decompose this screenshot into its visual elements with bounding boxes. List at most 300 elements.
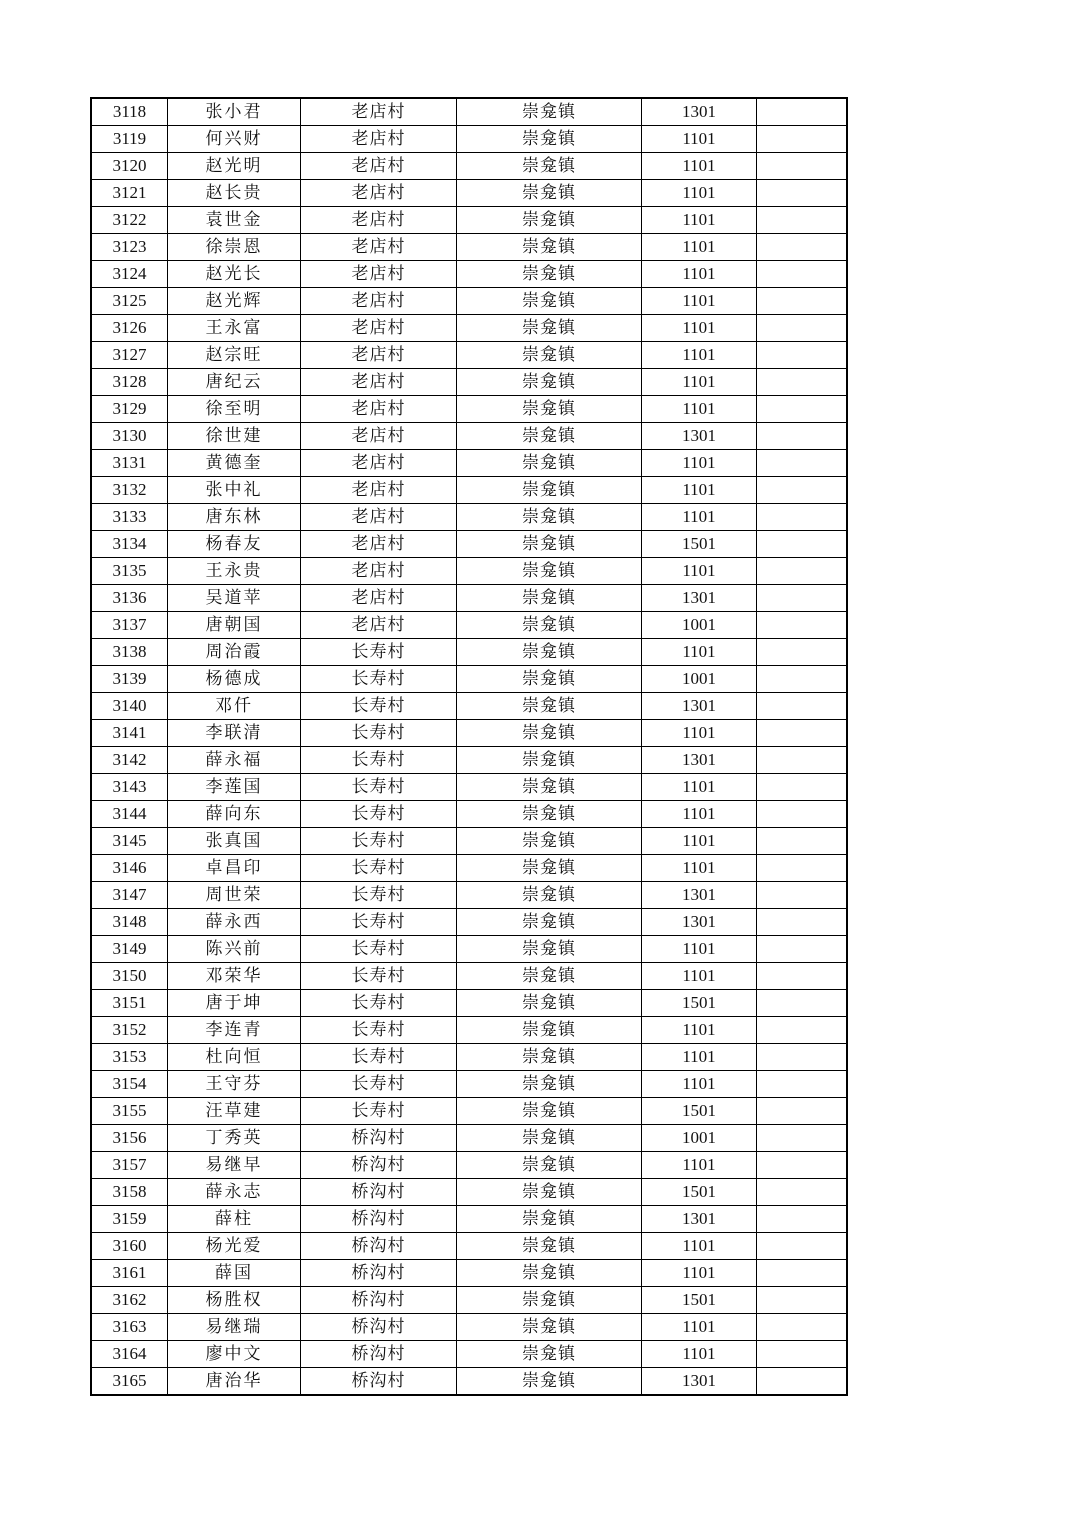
note-cell: [757, 612, 848, 639]
name-cell: 陈兴前: [168, 936, 301, 963]
table-row: [91, 909, 847, 936]
note-cell: [757, 315, 848, 342]
row-number-cell: 3161: [91, 1260, 168, 1287]
table-row: [91, 261, 847, 288]
code-cell: 1101: [642, 1260, 757, 1287]
village-cell: 老店村: [301, 261, 457, 288]
town-cell: 崇龛镇: [457, 1044, 642, 1071]
row-number-cell: 3121: [91, 180, 168, 207]
table-row: [91, 180, 847, 207]
village-cell: 长寿村: [301, 936, 457, 963]
name-cell: 黄德奎: [168, 450, 301, 477]
name-cell: 薛永福: [168, 747, 301, 774]
village-cell: 桥沟村: [301, 1341, 457, 1368]
note-cell: [757, 1260, 848, 1287]
name-cell: 赵光辉: [168, 288, 301, 315]
note-cell: [757, 288, 848, 315]
code-cell: 1101: [642, 504, 757, 531]
note-cell: [757, 180, 848, 207]
village-cell: 老店村: [301, 612, 457, 639]
code-cell: 1101: [642, 369, 757, 396]
table-row: [91, 963, 847, 990]
code-cell: 1101: [642, 1044, 757, 1071]
row-number-cell: 3150: [91, 963, 168, 990]
note-cell: [757, 504, 848, 531]
code-cell: 1501: [642, 1098, 757, 1125]
village-cell: 长寿村: [301, 1044, 457, 1071]
town-cell: 崇龛镇: [457, 450, 642, 477]
name-cell: 卓昌印: [168, 855, 301, 882]
table-row: [91, 396, 847, 423]
village-cell: 桥沟村: [301, 1206, 457, 1233]
name-cell: 赵宗旺: [168, 342, 301, 369]
village-cell: 老店村: [301, 396, 457, 423]
name-cell: 薛国: [168, 1260, 301, 1287]
name-cell: 赵长贵: [168, 180, 301, 207]
row-number-cell: 3159: [91, 1206, 168, 1233]
code-cell: 1501: [642, 990, 757, 1017]
code-cell: 1101: [642, 477, 757, 504]
table-row: [91, 126, 847, 153]
name-cell: 唐纪云: [168, 369, 301, 396]
table-row: [91, 153, 847, 180]
code-cell: 1101: [642, 720, 757, 747]
row-number-cell: 3155: [91, 1098, 168, 1125]
row-number-cell: 3136: [91, 585, 168, 612]
row-number-cell: 3153: [91, 1044, 168, 1071]
note-cell: [757, 396, 848, 423]
document-sheet: [90, 97, 848, 1396]
name-cell: 吴道苹: [168, 585, 301, 612]
note-cell: [757, 207, 848, 234]
code-cell: 1101: [642, 1314, 757, 1341]
note-cell: [757, 1098, 848, 1125]
row-number-cell: 3122: [91, 207, 168, 234]
code-cell: 1101: [642, 153, 757, 180]
name-cell: 丁秀英: [168, 1125, 301, 1152]
code-cell: 1501: [642, 531, 757, 558]
table-row: [91, 342, 847, 369]
town-cell: 崇龛镇: [457, 612, 642, 639]
row-number-cell: 3157: [91, 1152, 168, 1179]
village-cell: 长寿村: [301, 882, 457, 909]
name-cell: 王永富: [168, 315, 301, 342]
code-cell: 1301: [642, 909, 757, 936]
name-cell: 薛柱: [168, 1206, 301, 1233]
row-number-cell: 3151: [91, 990, 168, 1017]
town-cell: 崇龛镇: [457, 720, 642, 747]
town-cell: 崇龛镇: [457, 666, 642, 693]
village-cell: 长寿村: [301, 801, 457, 828]
code-cell: 1101: [642, 450, 757, 477]
village-cell: 老店村: [301, 126, 457, 153]
town-cell: 崇龛镇: [457, 477, 642, 504]
row-number-cell: 3144: [91, 801, 168, 828]
village-cell: 长寿村: [301, 828, 457, 855]
village-cell: 老店村: [301, 477, 457, 504]
note-cell: [757, 477, 848, 504]
row-number-cell: 3123: [91, 234, 168, 261]
name-cell: 易继瑞: [168, 1314, 301, 1341]
town-cell: 崇龛镇: [457, 828, 642, 855]
town-cell: 崇龛镇: [457, 1098, 642, 1125]
town-cell: 崇龛镇: [457, 234, 642, 261]
village-cell: 长寿村: [301, 774, 457, 801]
town-cell: 崇龛镇: [457, 1368, 642, 1396]
table-row: [91, 369, 847, 396]
note-cell: [757, 261, 848, 288]
name-cell: 薛向东: [168, 801, 301, 828]
code-cell: 1001: [642, 612, 757, 639]
village-cell: 老店村: [301, 450, 457, 477]
village-cell: 老店村: [301, 315, 457, 342]
code-cell: 1101: [642, 801, 757, 828]
village-cell: 桥沟村: [301, 1287, 457, 1314]
table-row: [91, 1206, 847, 1233]
row-number-cell: 3147: [91, 882, 168, 909]
row-number-cell: 3149: [91, 936, 168, 963]
row-number-cell: 3126: [91, 315, 168, 342]
name-cell: 薛永西: [168, 909, 301, 936]
row-number-cell: 3132: [91, 477, 168, 504]
table-row: [91, 936, 847, 963]
note-cell: [757, 909, 848, 936]
code-cell: 1101: [642, 936, 757, 963]
town-cell: 崇龛镇: [457, 531, 642, 558]
name-cell: 李莲国: [168, 774, 301, 801]
town-cell: 崇龛镇: [457, 180, 642, 207]
town-cell: 崇龛镇: [457, 1017, 642, 1044]
town-cell: 崇龛镇: [457, 1179, 642, 1206]
town-cell: 崇龛镇: [457, 936, 642, 963]
town-cell: 崇龛镇: [457, 423, 642, 450]
village-cell: 桥沟村: [301, 1179, 457, 1206]
note-cell: [757, 1206, 848, 1233]
village-cell: 老店村: [301, 207, 457, 234]
table-row: [91, 801, 847, 828]
table-row: [91, 1341, 847, 1368]
note-cell: [757, 1233, 848, 1260]
row-number-cell: 3134: [91, 531, 168, 558]
town-cell: 崇龛镇: [457, 369, 642, 396]
code-cell: 1101: [642, 315, 757, 342]
row-number-cell: 3152: [91, 1017, 168, 1044]
code-cell: 1301: [642, 693, 757, 720]
note-cell: [757, 126, 848, 153]
code-cell: 1101: [642, 855, 757, 882]
name-cell: 张中礼: [168, 477, 301, 504]
code-cell: 1101: [642, 1071, 757, 1098]
code-cell: 1301: [642, 747, 757, 774]
name-cell: 张真国: [168, 828, 301, 855]
village-cell: 长寿村: [301, 855, 457, 882]
note-cell: [757, 531, 848, 558]
table-row: [91, 1152, 847, 1179]
note-cell: [757, 1152, 848, 1179]
code-cell: 1301: [642, 1206, 757, 1233]
row-number-cell: 3154: [91, 1071, 168, 1098]
note-cell: [757, 1341, 848, 1368]
note-cell: [757, 1044, 848, 1071]
town-cell: 崇龛镇: [457, 882, 642, 909]
village-cell: 老店村: [301, 585, 457, 612]
row-number-cell: 3165: [91, 1368, 168, 1396]
table-row: [91, 855, 847, 882]
name-cell: 徐崇恩: [168, 234, 301, 261]
code-cell: 1001: [642, 1125, 757, 1152]
table-row: [91, 828, 847, 855]
town-cell: 崇龛镇: [457, 639, 642, 666]
row-number-cell: 3145: [91, 828, 168, 855]
row-number-cell: 3130: [91, 423, 168, 450]
table-row: [91, 315, 847, 342]
town-cell: 崇龛镇: [457, 1125, 642, 1152]
note-cell: [757, 1314, 848, 1341]
table-row: [91, 531, 847, 558]
table-row: [91, 693, 847, 720]
village-cell: 长寿村: [301, 747, 457, 774]
table-row: [91, 882, 847, 909]
note-cell: [757, 558, 848, 585]
town-cell: 崇龛镇: [457, 801, 642, 828]
code-cell: 1101: [642, 558, 757, 585]
row-number-cell: 3131: [91, 450, 168, 477]
code-cell: 1301: [642, 585, 757, 612]
village-cell: 老店村: [301, 288, 457, 315]
code-cell: 1301: [642, 882, 757, 909]
note-cell: [757, 1287, 848, 1314]
row-number-cell: 3129: [91, 396, 168, 423]
town-cell: 崇龛镇: [457, 963, 642, 990]
code-cell: 1301: [642, 98, 757, 126]
village-cell: 桥沟村: [301, 1314, 457, 1341]
code-cell: 1001: [642, 666, 757, 693]
code-cell: 1301: [642, 1368, 757, 1396]
row-number-cell: 3135: [91, 558, 168, 585]
note-cell: [757, 1071, 848, 1098]
town-cell: 崇龛镇: [457, 855, 642, 882]
village-cell: 长寿村: [301, 1017, 457, 1044]
table-row: [91, 1098, 847, 1125]
code-cell: 1101: [642, 1233, 757, 1260]
table-row: [91, 1260, 847, 1287]
note-cell: [757, 1179, 848, 1206]
note-cell: [757, 666, 848, 693]
code-cell: 1101: [642, 207, 757, 234]
village-cell: 长寿村: [301, 693, 457, 720]
name-cell: 汪草建: [168, 1098, 301, 1125]
town-cell: 崇龛镇: [457, 1314, 642, 1341]
town-cell: 崇龛镇: [457, 342, 642, 369]
note-cell: [757, 855, 848, 882]
name-cell: 赵光明: [168, 153, 301, 180]
row-number-cell: 3140: [91, 693, 168, 720]
note-cell: [757, 990, 848, 1017]
table-row: [91, 990, 847, 1017]
name-cell: 何兴财: [168, 126, 301, 153]
name-cell: 邓仟: [168, 693, 301, 720]
table-row: [91, 504, 847, 531]
town-cell: 崇龛镇: [457, 1287, 642, 1314]
row-number-cell: 3148: [91, 909, 168, 936]
note-cell: [757, 342, 848, 369]
town-cell: 崇龛镇: [457, 126, 642, 153]
table-row: [91, 612, 847, 639]
table-row: [91, 639, 847, 666]
town-cell: 崇龛镇: [457, 396, 642, 423]
town-cell: 崇龛镇: [457, 1206, 642, 1233]
town-cell: 崇龛镇: [457, 207, 642, 234]
row-number-cell: 3163: [91, 1314, 168, 1341]
name-cell: 廖中文: [168, 1341, 301, 1368]
note-cell: [757, 1125, 848, 1152]
village-cell: 桥沟村: [301, 1368, 457, 1396]
row-number-cell: 3141: [91, 720, 168, 747]
row-number-cell: 3156: [91, 1125, 168, 1152]
table-row: [91, 423, 847, 450]
row-number-cell: 3125: [91, 288, 168, 315]
row-number-cell: 3164: [91, 1341, 168, 1368]
town-cell: 崇龛镇: [457, 1341, 642, 1368]
code-cell: 1101: [642, 261, 757, 288]
town-cell: 崇龛镇: [457, 585, 642, 612]
village-cell: 长寿村: [301, 720, 457, 747]
name-cell: 唐东林: [168, 504, 301, 531]
row-number-cell: 3158: [91, 1179, 168, 1206]
row-number-cell: 3133: [91, 504, 168, 531]
table-row: [91, 747, 847, 774]
row-number-cell: 3124: [91, 261, 168, 288]
row-number-cell: 3146: [91, 855, 168, 882]
table-row: [91, 1179, 847, 1206]
name-cell: 唐于坤: [168, 990, 301, 1017]
name-cell: 王永贵: [168, 558, 301, 585]
table-row: [91, 1125, 847, 1152]
table-row: [91, 234, 847, 261]
town-cell: 崇龛镇: [457, 315, 642, 342]
row-number-cell: 3127: [91, 342, 168, 369]
row-number-cell: 3120: [91, 153, 168, 180]
town-cell: 崇龛镇: [457, 98, 642, 126]
village-cell: 桥沟村: [301, 1260, 457, 1287]
note-cell: [757, 369, 848, 396]
village-cell: 长寿村: [301, 990, 457, 1017]
name-cell: 杨光爱: [168, 1233, 301, 1260]
name-cell: 李联清: [168, 720, 301, 747]
town-cell: 崇龛镇: [457, 504, 642, 531]
village-cell: 老店村: [301, 342, 457, 369]
name-cell: 薛永志: [168, 1179, 301, 1206]
village-cell: 长寿村: [301, 1071, 457, 1098]
town-cell: 崇龛镇: [457, 990, 642, 1017]
table-row: [91, 450, 847, 477]
table-row: [91, 1233, 847, 1260]
village-cell: 长寿村: [301, 909, 457, 936]
name-cell: 杨胜权: [168, 1287, 301, 1314]
note-cell: [757, 585, 848, 612]
name-cell: 张小君: [168, 98, 301, 126]
note-cell: [757, 963, 848, 990]
table-row: [91, 1044, 847, 1071]
table-row: [91, 1314, 847, 1341]
village-cell: 长寿村: [301, 639, 457, 666]
code-cell: 1101: [642, 828, 757, 855]
note-cell: [757, 882, 848, 909]
note-cell: [757, 423, 848, 450]
code-cell: 1101: [642, 234, 757, 261]
code-cell: 1101: [642, 342, 757, 369]
code-cell: 1101: [642, 288, 757, 315]
row-number-cell: 3128: [91, 369, 168, 396]
table-row: [91, 585, 847, 612]
table-row: [91, 207, 847, 234]
village-cell: 老店村: [301, 531, 457, 558]
note-cell: [757, 801, 848, 828]
town-cell: 崇龛镇: [457, 747, 642, 774]
row-number-cell: 3137: [91, 612, 168, 639]
note-cell: [757, 936, 848, 963]
code-cell: 1101: [642, 126, 757, 153]
village-cell: 老店村: [301, 558, 457, 585]
village-cell: 老店村: [301, 369, 457, 396]
row-number-cell: 3119: [91, 126, 168, 153]
code-cell: 1101: [642, 396, 757, 423]
name-cell: 徐至明: [168, 396, 301, 423]
code-cell: 1101: [642, 963, 757, 990]
village-cell: 桥沟村: [301, 1233, 457, 1260]
table-row: [91, 1368, 847, 1396]
name-cell: 周世荣: [168, 882, 301, 909]
row-number-cell: 3142: [91, 747, 168, 774]
village-cell: 老店村: [301, 504, 457, 531]
village-cell: 老店村: [301, 423, 457, 450]
row-number-cell: 3139: [91, 666, 168, 693]
row-number-cell: 3143: [91, 774, 168, 801]
row-number-cell: 3138: [91, 639, 168, 666]
row-number-cell: 3162: [91, 1287, 168, 1314]
table-row: [91, 1017, 847, 1044]
town-cell: 崇龛镇: [457, 1260, 642, 1287]
town-cell: 崇龛镇: [457, 558, 642, 585]
note-cell: [757, 1017, 848, 1044]
table-row: [91, 666, 847, 693]
note-cell: [757, 1368, 848, 1396]
name-cell: 杨春友: [168, 531, 301, 558]
town-cell: 崇龛镇: [457, 1233, 642, 1260]
town-cell: 崇龛镇: [457, 288, 642, 315]
code-cell: 1101: [642, 774, 757, 801]
table-row: [91, 477, 847, 504]
name-cell: 赵光长: [168, 261, 301, 288]
code-cell: 1501: [642, 1179, 757, 1206]
village-cell: 老店村: [301, 153, 457, 180]
note-cell: [757, 693, 848, 720]
name-cell: 邓荣华: [168, 963, 301, 990]
name-cell: 王守芬: [168, 1071, 301, 1098]
note-cell: [757, 828, 848, 855]
name-cell: 易继早: [168, 1152, 301, 1179]
table-row: [91, 720, 847, 747]
name-cell: 袁世金: [168, 207, 301, 234]
table-row: [91, 558, 847, 585]
code-cell: 1101: [642, 1017, 757, 1044]
town-cell: 崇龛镇: [457, 1152, 642, 1179]
village-cell: 老店村: [301, 180, 457, 207]
town-cell: 崇龛镇: [457, 1071, 642, 1098]
note-cell: [757, 747, 848, 774]
village-cell: 桥沟村: [301, 1125, 457, 1152]
town-cell: 崇龛镇: [457, 693, 642, 720]
